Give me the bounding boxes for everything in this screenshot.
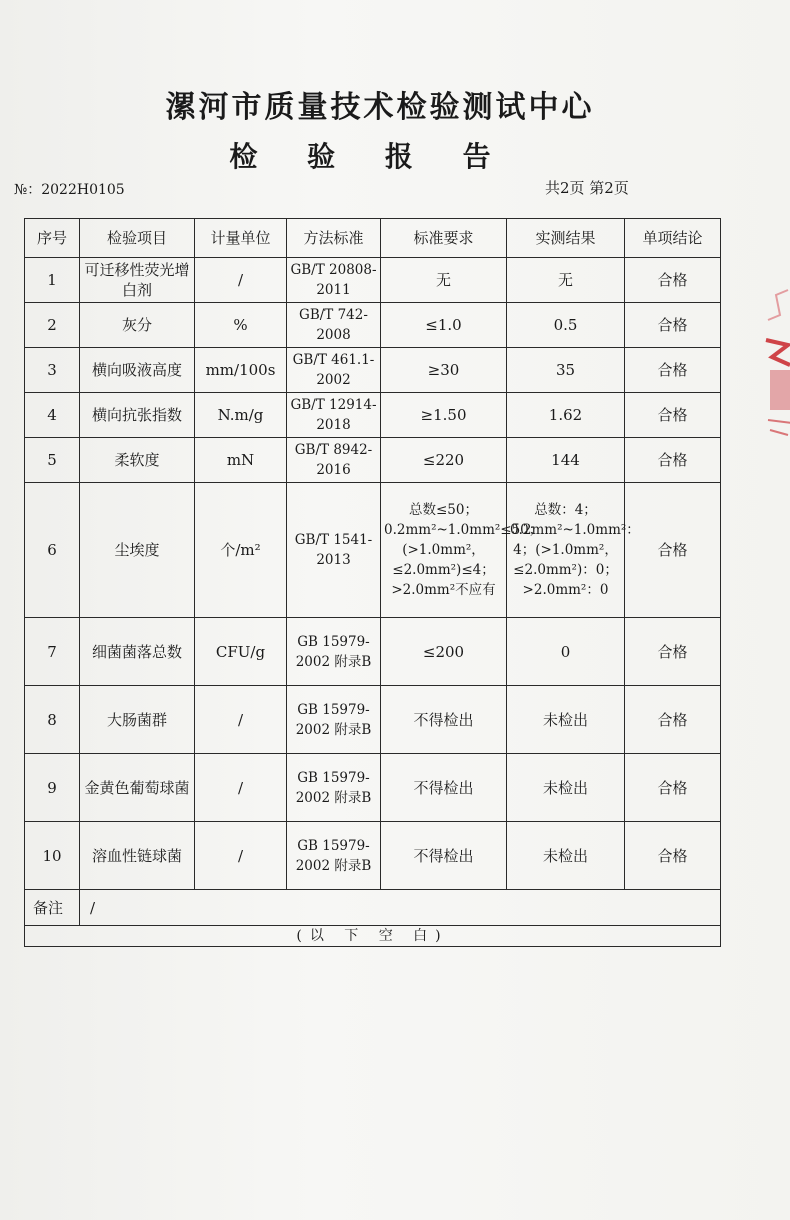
cell-verdict: 合格: [625, 483, 721, 618]
cell-unit: %: [195, 303, 287, 348]
cell-req: ≤200: [381, 618, 507, 686]
cell-result: 无: [507, 258, 625, 303]
col-header: 单项结论: [625, 219, 721, 258]
cell-unit: 个/m²: [195, 483, 287, 618]
inspection-table: [24, 218, 721, 947]
table-row: [25, 303, 721, 348]
col-header: 计量单位: [195, 219, 287, 258]
cell-req: 无: [381, 258, 507, 303]
cell-no: 7: [25, 618, 80, 686]
table-row: [25, 483, 721, 618]
table-row: [25, 686, 721, 754]
cell-req: ≥30: [381, 348, 507, 393]
cell-verdict: 合格: [625, 618, 721, 686]
cell-item: 细菌菌落总数: [80, 618, 195, 686]
col-header: 实测结果: [507, 219, 625, 258]
cell-method: GB 15979-2002 附录B: [287, 618, 381, 686]
cell-method: GB/T 20808-2011: [287, 258, 381, 303]
cell-verdict: 合格: [625, 438, 721, 483]
table-header-row: [25, 219, 721, 258]
table-row: [25, 438, 721, 483]
cell-verdict: 合格: [625, 348, 721, 393]
cell-unit: N.m/g: [195, 393, 287, 438]
cell-verdict: 合格: [625, 822, 721, 890]
table-row: [25, 754, 721, 822]
note-row: [25, 890, 721, 926]
cell-item: 金黄色葡萄球菌: [80, 754, 195, 822]
cell-item: 灰分: [80, 303, 195, 348]
cell-result: 0: [507, 618, 625, 686]
cell-verdict: 合格: [625, 754, 721, 822]
cell-req: 不得检出: [381, 754, 507, 822]
cell-result: 未检出: [507, 686, 625, 754]
cell-item: 溶血性链球菌: [80, 822, 195, 890]
table-row: [25, 348, 721, 393]
page-info: 共2页 第2页: [545, 179, 629, 197]
cell-req: ≥1.50: [381, 393, 507, 438]
cell-no: 6: [25, 483, 80, 618]
cell-no: 9: [25, 754, 80, 822]
cell-result: 未检出: [507, 822, 625, 890]
cell-item: 尘埃度: [80, 483, 195, 618]
cell-item: 大肠菌群: [80, 686, 195, 754]
cell-unit: CFU/g: [195, 618, 287, 686]
cell-unit: /: [195, 258, 287, 303]
report-subtitle: 检 验 报 告: [229, 140, 511, 173]
cell-method: GB/T 461.1-2002: [287, 348, 381, 393]
cell-method: GB 15979-2002 附录B: [287, 686, 381, 754]
note-label: 备注: [25, 890, 80, 926]
blank-row: [25, 926, 721, 947]
note-value: /: [80, 890, 721, 926]
cell-verdict: 合格: [625, 303, 721, 348]
table-row: [25, 618, 721, 686]
cell-no: 8: [25, 686, 80, 754]
cell-result: 35: [507, 348, 625, 393]
cell-req: 不得检出: [381, 686, 507, 754]
cell-req: 总数≤50；0.2mm²~1.0mm²≤50；(>1.0mm²，≤2.0mm²)≤4；>2.0mm²不应有: [381, 483, 507, 618]
cell-no: 4: [25, 393, 80, 438]
cell-method: GB/T 742-2008: [287, 303, 381, 348]
col-header: 序号: [25, 219, 80, 258]
cell-item: 横向吸液高度: [80, 348, 195, 393]
cell-unit: mN: [195, 438, 287, 483]
cell-method: GB/T 12914-2018: [287, 393, 381, 438]
cell-method: GB/T 8942-2016: [287, 438, 381, 483]
cell-method: GB 15979-2002 附录B: [287, 754, 381, 822]
cell-result: 总数：4；0.2mm²~1.0mm²：4；(>1.0mm²，≤2.0mm²)：0；>2.0mm²：0: [507, 483, 625, 618]
institution-title: 漯河市质量技术检验测试中心: [165, 90, 595, 125]
cell-unit: /: [195, 822, 287, 890]
red-seal-stamp: [758, 285, 790, 445]
cell-result: 未检出: [507, 754, 625, 822]
cell-req: ≤220: [381, 438, 507, 483]
cell-unit: /: [195, 754, 287, 822]
cell-verdict: 合格: [625, 393, 721, 438]
col-header: 方法标准: [287, 219, 381, 258]
col-header: 检验项目: [80, 219, 195, 258]
cell-result: 0.5: [507, 303, 625, 348]
table-row: [25, 393, 721, 438]
cell-req: ≤1.0: [381, 303, 507, 348]
table-row: [25, 822, 721, 890]
cell-method: GB 15979-2002 附录B: [287, 822, 381, 890]
cell-item: 柔软度: [80, 438, 195, 483]
cell-unit: /: [195, 686, 287, 754]
cell-no: 10: [25, 822, 80, 890]
cell-item: 可迁移性荧光增白剂: [80, 258, 195, 303]
blank-below-text: (以 下 空 白): [25, 926, 721, 947]
cell-item: 横向抗张指数: [80, 393, 195, 438]
table-row: [25, 258, 721, 303]
cell-verdict: 合格: [625, 258, 721, 303]
cell-method: GB/T 1541-2013: [287, 483, 381, 618]
cell-unit: mm/100s: [195, 348, 287, 393]
report-number: №：2022H0105: [14, 182, 125, 198]
cell-no: 1: [25, 258, 80, 303]
cell-no: 2: [25, 303, 80, 348]
cell-result: 144: [507, 438, 625, 483]
cell-req: 不得检出: [381, 822, 507, 890]
cell-no: 3: [25, 348, 80, 393]
col-header: 标准要求: [381, 219, 507, 258]
cell-no: 5: [25, 438, 80, 483]
cell-verdict: 合格: [625, 686, 721, 754]
cell-result: 1.62: [507, 393, 625, 438]
